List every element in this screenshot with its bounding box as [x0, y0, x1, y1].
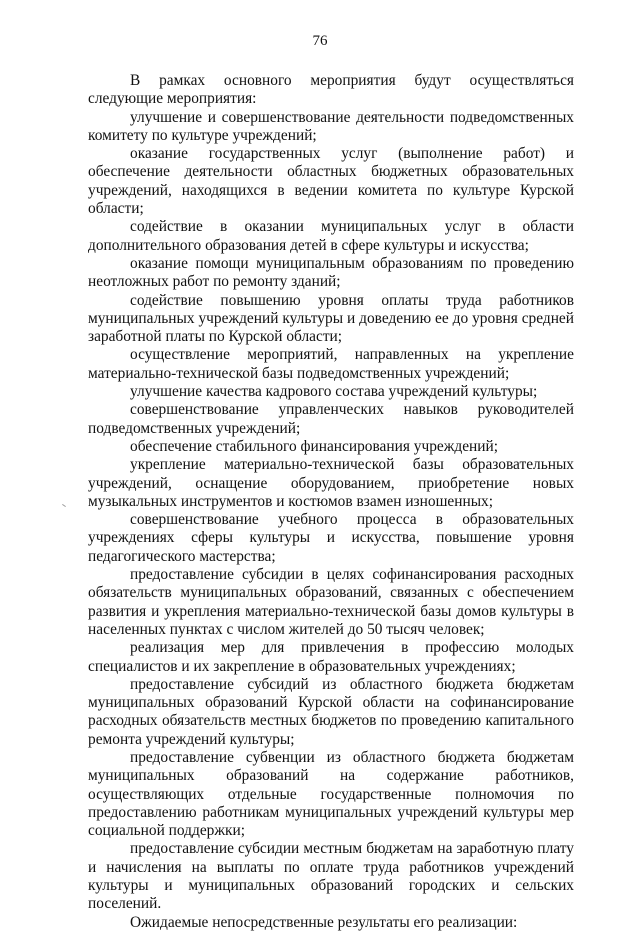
- paragraph-expected-results: Ожидаемые непосредственные результаты его реализации:: [130, 913, 518, 931]
- scan-artifact: [62, 504, 66, 507]
- list-item: предоставление субвенции из областного бюджета бюджетам муниципальных образований на содержание работников, осуществляющих отдельные государственные полномочия по предоставлению работникам муниципальных учреждений культуры мер социальной поддержки;: [88, 748, 574, 840]
- list-item: обеспечение стабильного финансирования учреждений;: [130, 437, 499, 455]
- list-item: улучшение качества кадрового состава учреждений культуры;: [130, 383, 538, 401]
- list-item: улучшение и совершенствование деятельности подведомственных комитету по культуре учреждений;: [88, 108, 574, 144]
- page-number: 76: [312, 33, 328, 49]
- list-item: оказание государственных услуг (выполнение работ) и обеспечение деятельности областных бюджетных образовательных учреждений, находящихся в ведении комитета по культуре Курской области;: [88, 145, 574, 218]
- document-body: [88, 72, 574, 932]
- list-item: укрепление материально-технической базы образовательных учреждений, оснащение оборудованием, приобретение новых музыкальных инструментов и костюмов взамен изношенных;: [88, 456, 574, 510]
- list-item: предоставление субсидии в целях софинансирования расходных обязательств муниципальных образований, связанных с обеспечением развития и укрепления материально-технической базы домов культуры в населенных пунктах с числом жителей до 50 тысяч человек;: [88, 566, 574, 638]
- paragraph-intro: В рамках основного мероприятия будут осуществляться следующие мероприятия:: [88, 72, 574, 108]
- list-item: содействие повышению уровня оплаты труда работников муниципальных учреждений культуры и доведению ее до уровня средней заработной платы по Курской области;: [88, 291, 574, 346]
- list-item: предоставление субсидий из областного бюджета бюджетам муниципальных образований Курской области на софинансирование расходных обязательств местных бюджетов по проведению капитального ремонта учреждений культуры;: [88, 675, 574, 748]
- list-item: реализация мер для привлечения в профессию молодых специалистов и их закрепление в образовательных учреждениях;: [88, 639, 574, 675]
- list-item: содействие в оказании муниципальных услуг в области дополнительного образования детей в сфере культуры и искусства;: [88, 218, 574, 254]
- list-item: оказание помощи муниципальным образованиям по проведению неотложных работ по ремонту зданий;: [88, 254, 574, 291]
- list-item: предоставление субсидии местным бюджетам на заработную плату и начисления на выплаты по оплате труда работников учреждений культуры и муниципальных образований городских и сельских поселений.: [88, 840, 574, 913]
- list-item: совершенствование управленческих навыков руководителей подведомственных учреждений;: [88, 401, 574, 437]
- list-item: совершенствование учебного процесса в образовательных учреждениях сферы культуры и искусства, повышение уровня педагогического мастерства;: [88, 511, 574, 565]
- list-item: осуществление мероприятий, направленных на укрепление материально-технической базы подведомственных учреждений;: [88, 346, 574, 382]
